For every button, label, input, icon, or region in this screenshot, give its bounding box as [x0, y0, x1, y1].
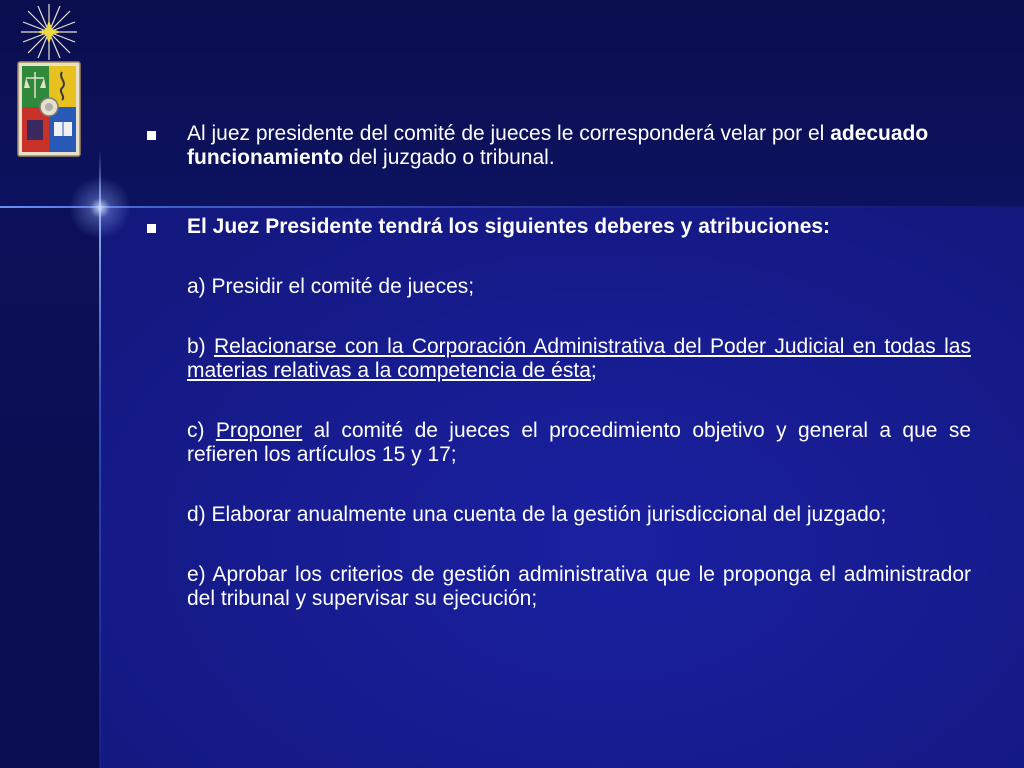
bullet-item: [145, 215, 971, 239]
left-strip: [0, 208, 100, 768]
list-item-prefix: c): [187, 419, 216, 442]
bullet-item: [145, 122, 971, 170]
list-item-text: e) Aprobar los criterios de gestión administrativa que le proponga el administrador del tribunal y supervisar su ejecución;: [187, 563, 971, 610]
list-item-suffix: al comité de jueces el procedimiento objetivo y general a que se refieren los artículos 15 y 17;: [187, 419, 972, 466]
list-item-text: a) Presidir el comité de jueces;: [187, 275, 475, 298]
crest-shield: [18, 62, 80, 156]
list-item: [187, 563, 971, 611]
square-bullet-icon: [147, 224, 156, 233]
square-bullet-icon: [147, 131, 156, 140]
bullet-heading: El Juez Presidente tendrá los siguientes deberes y atribuciones:: [187, 215, 831, 238]
list-item-underlined: Proponer: [215, 419, 303, 442]
list-item: [187, 335, 971, 383]
list-item-text: d) Elaborar anualmente una cuenta de la gestión jurisdiccional del juzgado;: [187, 503, 887, 526]
bullet-text-bold: adecuado funcionamiento: [187, 122, 929, 169]
list-item: [187, 503, 971, 527]
list-item-prefix: b): [187, 335, 215, 358]
list-item-underlined: Relacionarse con la Corporación Administrativa del Poder Judicial en todas las materias relativas a la competencia de ésta: [187, 335, 971, 382]
list-item: [187, 275, 971, 299]
slide-content: [145, 122, 971, 647]
bullet-text: del juzgado o tribunal.: [343, 146, 555, 169]
intersection-glow: [60, 168, 140, 248]
list-item: [187, 419, 971, 467]
list-item-suffix: ;: [590, 359, 597, 382]
bullet-text: Al juez presidente del comité de jueces le corresponderá velar por el: [187, 122, 831, 145]
university-crest-logo: [14, 2, 84, 158]
